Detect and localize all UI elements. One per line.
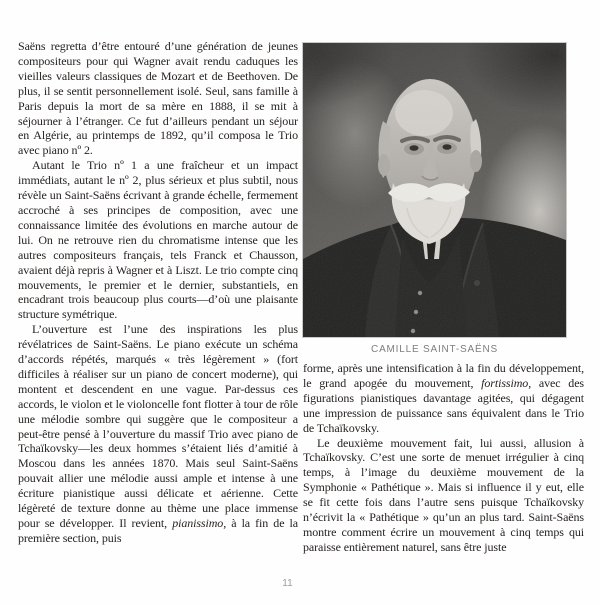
saint-saens-portrait-illustration: [303, 43, 566, 337]
paragraph: Le deuxième mouvement fait, lui aussi, allusion à Tchaïkovsky. C’est une sorte de menuet irrégulier à cinq temps, à l’image du deuxième mouvement de la Symphonie « Pathétique ». Mais si influence il y eut, elle se fit cette fois dans l’autre sens puisque Tchaïkovsky n’écrivit la « Pathétique » qu’un an plus tard. Saint-Saëns montre comment écrire un mouvement à cinq temps qui paraisse entièrement naturel, sans être juste: [303, 435, 584, 554]
paragraph: L’ouverture est l’une des inspirations les plus révélatrices de Saint-Saëns. Le piano exécute un schéma d’accords répétés, marqués « très légèrement » (fort difficiles à réaliser sur un piano de concert moderne), qui montent et descendent en une vague. Par-dessus ces accords, le violon et le violoncelle font flotter à tour de rôle une mélodie sombre qui suggère que le compositeur a peut-être pensé à l’ouverture du massif Trio avec piano de Tchaïkovsky—les deux hommes s’étaient liés d’amitié à Moscou dans les années 1870. Mais seul Saint-Saëns pouvait allier une mélodie aussi ample et intense à une écriture pianistique aussi délicate et aérienne. Cette légèreté de texture donne au thème une place immense pour se développer. Il revient, pianissimo, à la fin de la première section, puis: [18, 322, 298, 545]
paragraph: Autant le Trio nº 1 a une fraîcheur et un impact immédiats, autant le nº 2, plus sérieux et plus subtil, nous révèle un Saint-Saëns écrivant à grande échelle, fermement accroché à ses principes de composition, avec une connaissance limitée des évolutions en marche autour de lui. On ne retrouve rien du chromatisme intense que les autres compositeurs français, tels Franck et Chausson, avaient déjà repris à Wagner et à Liszt. Le trio compte cinq mouvements, le premier et le dernier, substantiels, en encadrant trois beaucoup plus courts—d’où une plaisante structure symétrique.: [18, 158, 298, 322]
photo-caption: CAMILLE SAINT-SAËNS: [371, 344, 498, 355]
paragraph-continuation: forme, après une intensification à la fin du développement, le grand apogée du mouvement, fortissimo, avec des figurations pianistiques davantage agitées, qui dégagent une impression de puissance sans équivalent dans le Trio de Tchaïkovsky.: [303, 361, 584, 435]
portrait-figure: [302, 42, 567, 355]
right-text-column: [303, 361, 584, 555]
paragraph-continuation: Saëns regretta d’être entouré d’une génération de jeunes compositeurs pour qui Wagner avait rendu caduques les vieilles valeurs classiques de Mozart et de Beethoven. De plus, il se sentit personnellement isolé. Seul, sans famille à Paris depuis la mort de sa mère en 1888, il se mit à séjourner à l’étranger. Ce fut d’ailleurs pendant un séjour en Algérie, au printemps de 1892, qu’il composa le Trio avec piano nº 2.: [18, 39, 298, 158]
saint-saens-portrait-photo: [302, 42, 567, 338]
left-text-column: [18, 39, 298, 546]
page-number: 11: [282, 578, 293, 589]
